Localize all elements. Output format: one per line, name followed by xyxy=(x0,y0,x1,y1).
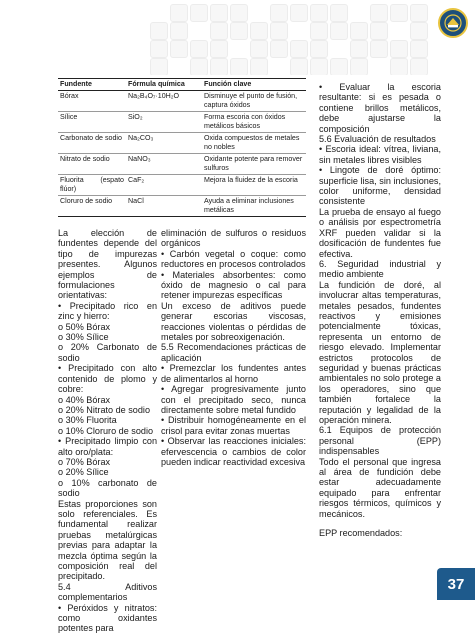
list-item: o 30% Fluorita xyxy=(58,415,117,426)
list-item: • Precipitado con alto contenido de plomo y cobre: xyxy=(58,363,157,395)
list-item: • Lingote de doré óptimo: superficie lisa, sin inclusiones, color uniforme, densidad consistente xyxy=(319,165,441,207)
list-item: • Evaluar la escoria resultante: si es pesada o contiene brillos metálicos, debe ajustarse la composición xyxy=(319,82,441,134)
paragraph: La fundición de doré, al involucrar altas temperaturas, metales pesados, fundentes reactivos y emisiones potencialmente tóxicas, representa un entorno de riesgo elevado. Implementar estrictos protocolos de seguridad y buenas prácticas ambientales no solo protege a los operadores, sino que también fortalece la reputación y legalidad de la operación minera. xyxy=(319,279,441,425)
decor-square xyxy=(310,22,328,40)
cell-formula: NaNO₃ xyxy=(126,154,202,175)
paragraph: Estas proporciones son solo referenciales. Es fundamental realizar pruebas metalúrgicas previas para adaptar la mezcla óptima según la composición real del precipitado. xyxy=(58,498,157,582)
decor-square xyxy=(410,22,428,40)
decor-square xyxy=(350,40,368,58)
decor-square xyxy=(310,4,328,22)
decor-square xyxy=(210,40,228,58)
decor-square xyxy=(350,58,368,75)
decor-square xyxy=(170,4,188,22)
cell-fundente: Fluorita (espato flúor) xyxy=(58,175,126,196)
cell-fundente: Carbonato de sodio xyxy=(58,133,126,154)
header-decoration xyxy=(0,0,475,75)
list-item: • Escoria ideal: vítrea, liviana, sin metales libres visibles xyxy=(319,144,441,165)
decor-square xyxy=(250,22,268,40)
decor-square xyxy=(290,4,308,22)
cell-funcion: Oxida compuestos de metales no nobles xyxy=(202,133,306,154)
section-heading: 6. Seguridad industrial y medio ambiente xyxy=(319,258,441,280)
cell-formula: NaCl xyxy=(126,196,202,217)
list-item: • Materiales absorbentes: como óxido de magnesio o cal para retener impurezas específicas xyxy=(161,269,306,301)
cell-fundente: Cloruro de sodio xyxy=(58,196,126,217)
decor-square xyxy=(290,58,308,75)
section-heading: 5.5 Recomendaciones prácticas de aplicación xyxy=(161,342,306,363)
list-item: o 20% Nitrato de sodio xyxy=(58,404,151,415)
decor-square xyxy=(190,4,208,22)
decor-square xyxy=(330,58,348,75)
cell-funcion: Disminuye el punto de fusión, captura óxidos xyxy=(202,91,306,112)
decor-square xyxy=(270,40,288,58)
decor-square xyxy=(170,40,188,58)
decor-square xyxy=(230,58,248,75)
list-item: o 20% Carbonato de sodio xyxy=(58,342,157,363)
list-item: o 30% Sílice xyxy=(58,332,109,343)
table-row xyxy=(58,91,306,112)
decor-square xyxy=(390,58,408,75)
list-item: • Distribuir homogéneamente en el crisol para evitar zonas muertas xyxy=(161,415,306,436)
cell-funcion: Oxidante potente para remover sulfuros xyxy=(202,154,306,175)
decor-square xyxy=(270,22,288,40)
decor-square xyxy=(250,58,268,75)
paragraph: eliminación de sulfuros o residuos orgánicos xyxy=(161,228,306,249)
paragraph: EPP recomendados: xyxy=(319,528,403,539)
list-item: • Premezclar los fundentes antes de alimentarlos al horno xyxy=(161,363,306,384)
paragraph: Un exceso de aditivos puede generar escorias viscosas, reacciones violentas o pérdidas de metales por sobreoxigenación. xyxy=(161,300,306,343)
decor-square xyxy=(310,58,328,75)
cell-fundente: Nitrato de sodio xyxy=(58,154,126,175)
list-item: • Observar las reacciones iniciales: efervescencia o cambios de color pueden indicar reactividad excesiva xyxy=(161,436,306,467)
list-item: • Agregar progresivamente junto con el precipitado seco, nunca directamente sobre metal fundido xyxy=(161,384,306,415)
decor-square xyxy=(410,4,428,22)
list-item: • Peróxidos y nitratos: como oxidantes potentes para xyxy=(58,602,157,634)
header-formula: Fórmula química xyxy=(126,79,202,91)
decor-square xyxy=(370,4,388,22)
table-row xyxy=(58,175,306,196)
section-heading: 5.4 Aditivos complementarios xyxy=(58,581,157,603)
list-item: o 40% Bórax xyxy=(58,394,111,405)
text-column-left xyxy=(58,228,157,634)
table-row xyxy=(58,196,306,217)
text-column-right xyxy=(319,82,441,538)
table-row xyxy=(58,112,306,133)
header-funcion: Función clave xyxy=(202,79,306,91)
page-number: 37 xyxy=(437,568,475,600)
cell-formula: Na₂B₄O₇·10H₂O xyxy=(126,91,202,112)
decor-square xyxy=(190,58,208,75)
cell-fundente: Sílice xyxy=(58,112,126,133)
list-item: o 10% Cloruro de sodio xyxy=(58,425,154,436)
list-item: o 20% Sílice xyxy=(58,467,109,478)
decor-square xyxy=(290,40,308,58)
decor-square xyxy=(270,4,288,22)
emblem-logo-icon xyxy=(438,8,468,38)
decor-square xyxy=(310,40,328,58)
cell-formula: SiO₂ xyxy=(126,112,202,133)
decor-square xyxy=(230,4,248,22)
decor-square xyxy=(390,40,408,58)
header-fundente: Fundente xyxy=(58,79,126,91)
text-column-middle xyxy=(161,228,306,467)
cell-formula: CaF₂ xyxy=(126,175,202,196)
decor-square xyxy=(390,4,408,22)
decor-square xyxy=(410,58,428,75)
section-heading: 6.1 Equipos de protección personal (EPP) indispensables xyxy=(319,425,441,457)
decor-square xyxy=(210,4,228,22)
decor-square xyxy=(150,40,168,58)
cell-formula: Na₂CO₃ xyxy=(126,133,202,154)
cell-funcion: Ayuda a eliminar inclusiones metálicas xyxy=(202,196,306,217)
list-item: o 50% Bórax xyxy=(58,321,111,332)
list-item: • Carbón vegetal o coque: como reductores en procesos controlados xyxy=(161,248,306,270)
decor-square xyxy=(150,58,168,75)
decor-square xyxy=(330,4,348,22)
list-item: o 10% carbonato de sodio xyxy=(58,477,157,499)
decor-square xyxy=(410,40,428,58)
decor-square xyxy=(250,40,268,58)
paragraph: Todo el personal que ingresa al área de fundición debe estar adecuadamente equipado para enfrentar riesgos térmicos, químicos y mecánicos. xyxy=(319,456,441,519)
decor-square xyxy=(190,40,208,58)
cell-fundente: Bórax xyxy=(58,91,126,112)
decor-square xyxy=(370,22,388,40)
decor-square xyxy=(230,22,248,40)
list-item: • Precipitado limpio con alto oro/plata: xyxy=(58,436,157,457)
section-heading: 5.6 Evaluación de resultados xyxy=(319,134,436,145)
decor-square xyxy=(150,22,168,40)
fundentes-table xyxy=(58,78,306,217)
list-item: • Precipitado rico en zinc y hierro: xyxy=(58,300,157,322)
paragraph: La elección de fundentes depende del tipo de impurezas presentes. Algunos ejemplos de formulaciones orientativas: xyxy=(58,228,157,301)
decor-square xyxy=(210,22,228,40)
decor-square xyxy=(350,22,368,40)
paragraph: La prueba de ensayo al fuego o análisis por espectrometría XRF pueden validar si la dosificación de fundentes fue efectiva. xyxy=(319,206,441,259)
cell-funcion: Forma escoria con óxidos metálicos básicos xyxy=(202,112,306,133)
decor-square xyxy=(330,22,348,40)
decor-square xyxy=(170,22,188,40)
decor-square xyxy=(210,58,228,75)
table-row xyxy=(58,154,306,175)
list-item: o 70% Bórax xyxy=(58,456,111,467)
cell-funcion: Mejora la fluidez de la escoria xyxy=(202,175,306,196)
table-row xyxy=(58,133,306,154)
decor-square xyxy=(370,40,388,58)
table-header-row xyxy=(58,79,306,91)
